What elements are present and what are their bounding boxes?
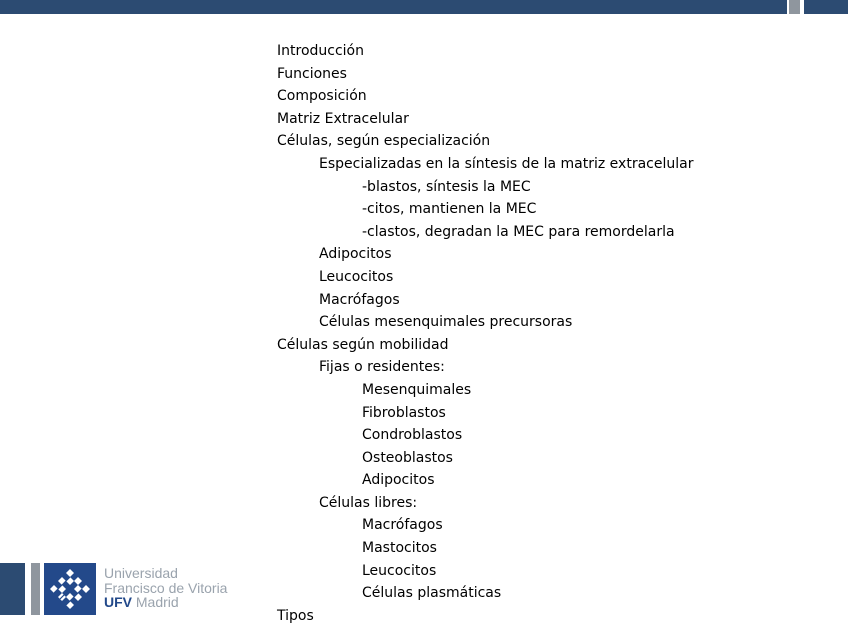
outline-item-level-3: Condroblastos bbox=[362, 427, 463, 444]
logo-line-francisco-de-vitoria: Francisco de Vitoria bbox=[104, 579, 228, 596]
logo-wordmark bbox=[104, 566, 227, 610]
outline-item-level-3: Leucocitos bbox=[362, 562, 437, 579]
outline-item-level-3: -clastos, degradan la MEC para remordelarla bbox=[362, 223, 675, 240]
logo-line-ufv-madrid bbox=[104, 595, 227, 610]
logo-line-universidad: Universidad bbox=[104, 565, 178, 581]
outline-item-level-3: Fibroblastos bbox=[362, 404, 446, 421]
outline-item-level-2: Leucocitos bbox=[319, 268, 394, 285]
outline-item-level-2: Fijas o residentes: bbox=[319, 359, 445, 376]
logo-ufv-abbrev: UFV bbox=[104, 594, 132, 610]
outline-item-level-3: Adipocitos bbox=[362, 472, 435, 489]
outline-item-level-3: Osteoblastos bbox=[362, 449, 453, 466]
outline-item-level-1: Composición bbox=[277, 88, 367, 105]
outline-item-level-2: Adipocitos bbox=[319, 246, 392, 263]
logo-gray-bar bbox=[31, 563, 40, 615]
header-bar-navy-right bbox=[804, 0, 848, 14]
outline-item-level-3: -blastos, síntesis la MEC bbox=[362, 178, 531, 195]
outline-item-level-1: Matriz Extracelular bbox=[277, 110, 409, 127]
outline-item-level-2: Células libres: bbox=[319, 494, 418, 511]
top-header-bar bbox=[0, 0, 848, 14]
outline-item-level-3: Macrófagos bbox=[362, 517, 443, 534]
outline-item-level-1: Funciones bbox=[277, 65, 347, 82]
university-logo bbox=[0, 563, 250, 615]
outline-item-level-2: Células mesenquimales precursoras bbox=[319, 314, 573, 331]
outline-item-level-1: Células según mobilidad bbox=[277, 336, 449, 353]
outline-item-level-1: Introducción bbox=[277, 43, 364, 59]
outline-item-level-3: Células plasmáticas bbox=[362, 585, 502, 602]
outline-item-level-3: Mastocitos bbox=[362, 540, 437, 557]
header-bar-navy bbox=[0, 0, 787, 14]
outline-item-level-2: Macrófagos bbox=[319, 291, 400, 308]
ufv-emblem-icon bbox=[44, 563, 96, 615]
header-bar-gray-block bbox=[789, 0, 800, 14]
outline-item-level-3: Mesenquimales bbox=[362, 381, 472, 398]
content-outline bbox=[277, 40, 693, 627]
outline-item-level-1: Tipos bbox=[277, 607, 314, 624]
outline-item-level-3: -citos, mantienen la MEC bbox=[362, 201, 537, 218]
logo-madrid: Madrid bbox=[132, 594, 179, 610]
outline-item-level-2: Especializadas en la síntesis de la matriz extracelular bbox=[319, 155, 694, 172]
logo-navy-bar bbox=[0, 563, 25, 615]
outline-item-level-1: Células, según especialización bbox=[277, 133, 491, 150]
